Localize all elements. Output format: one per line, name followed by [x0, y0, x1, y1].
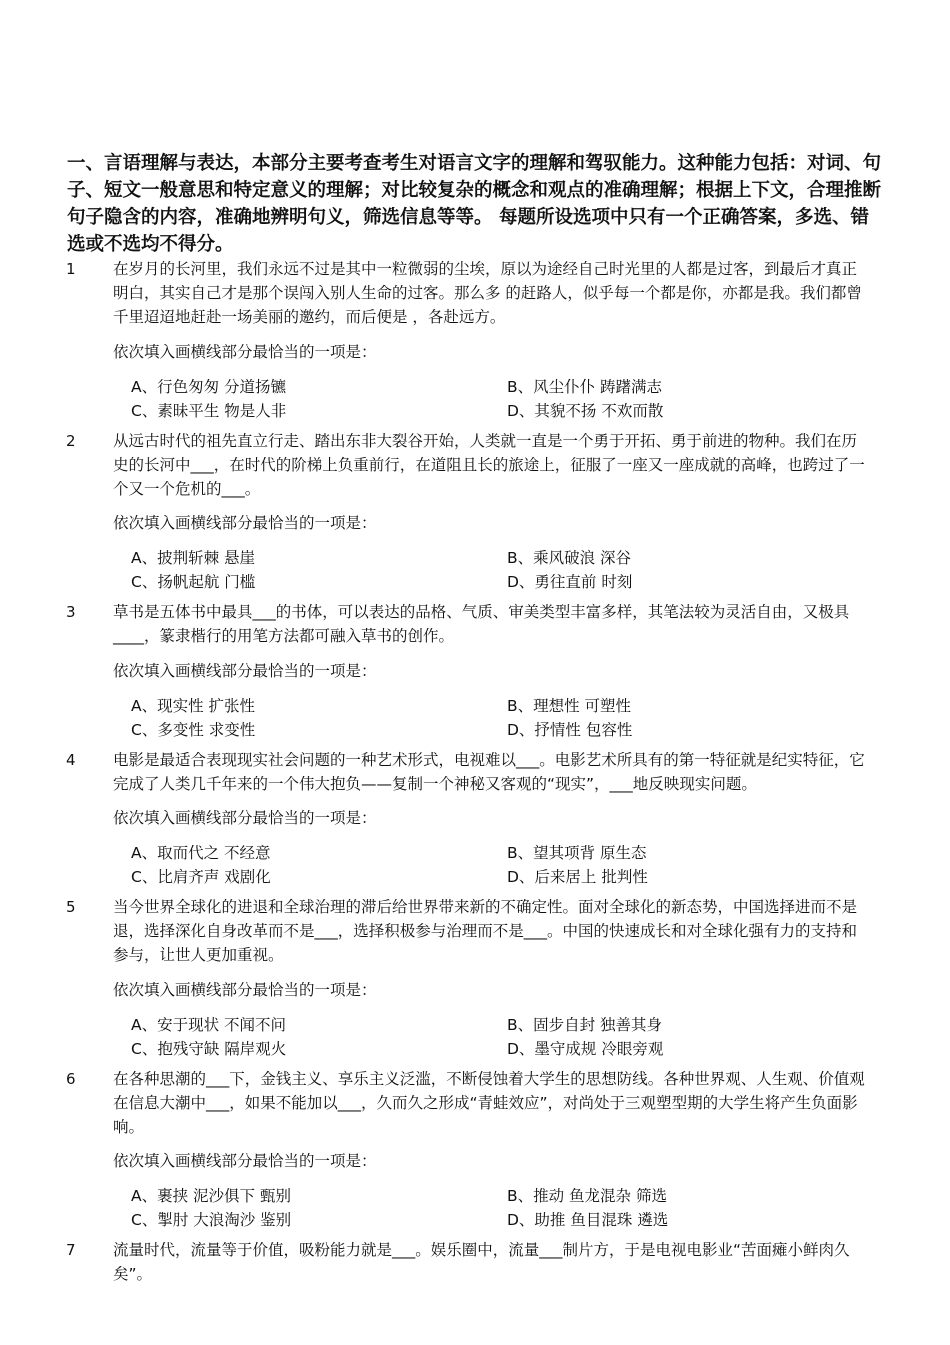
question-list: [0, 257, 950, 1293]
question-4: [0, 748, 950, 889]
question-stem: 在各种思潮的___下，金钱主义、享乐主义泛滥，不断侵蚀着大学生的思想防线。各种世界观、人生观、价值观在信息大潮中___，如果不能加以___，久而久之形成“青蛙效应”，对尚处于三观塑型期的大学生将产生负面影响。: [113, 1069, 865, 1137]
option-a: A、取而代之 不经意: [131, 844, 271, 863]
option-d: D、助推 鱼目混珠 遴选: [507, 1211, 669, 1230]
section-heading: 一、言语理解与表达，本部分主要考查考生对语言文字的理解和驾驭能力。这种能力包括：对词、句子、短文一般意思和特定意义的理解；对比较复杂的概念和观点的准确理解；根据上下文，合理推断句子隐含的内容，准确地辨明句义，筛选信息等等。 每题所设选项中只有一个正确答案，多选、错选或不选均不得分。: [67, 153, 882, 255]
option-a: A、披荆斩棘 悬崖: [131, 549, 256, 568]
options-grid: [131, 546, 886, 594]
option-a: A、行色匆匆 分道扬镳: [131, 377, 287, 396]
question-prompt: 依次填入画横线部分最恰当的一项是：: [113, 809, 377, 828]
option-c: C、素昧平生 物是人非: [131, 401, 287, 420]
question-3: [0, 600, 950, 741]
options-grid: [131, 1184, 886, 1232]
option-d: D、墨守成规 冷眼旁观: [507, 1039, 664, 1058]
question-prompt: 依次填入画横线部分最恰当的一项是：: [113, 342, 377, 361]
option-b: B、乘风破浪 深谷: [507, 549, 632, 568]
options-grid: [131, 375, 886, 423]
option-a: A、现实性 扩张性: [131, 696, 256, 715]
question-number: 2: [66, 431, 76, 450]
option-a: A、裹挟 泥沙俱下 甄别: [131, 1187, 291, 1206]
question-prompt: 依次填入画横线部分最恰当的一项是：: [113, 514, 377, 533]
question-number: 1: [66, 260, 76, 278]
question-2: [0, 429, 950, 595]
question-stem: 草书是五体书中最具___的书体，可以表达的品格、气质、审美类型丰富多样，其笔法较为灵活自由，又极具____，篆隶楷行的用笔方法都可融入草书的创作。: [113, 603, 850, 646]
question-stem: 流量时代，流量等于价值，吸粉能力就是___。娱乐圈中，流量___制片方，于是电视电影业“苦面瘫小鲜肉久矣”。: [113, 1241, 850, 1284]
option-c: C、比肩齐声 戏剧化: [131, 868, 271, 887]
question-number: 5: [66, 898, 76, 917]
question-stem: 从远古时代的祖先直立行走、踏出东非大裂谷开始，人类就一直是一个勇于开拓、勇于前进的物种。我们在历史的长河中___，在时代的阶梯上负重前行，在道阻且长的旅途上，征服了一座又一座成就的高峰，也跨过了一个又一个危机的___。: [113, 431, 865, 499]
option-b: B、固步自封 独善其身: [507, 1015, 663, 1034]
option-b: B、推动 鱼龙混杂 筛选: [507, 1187, 667, 1206]
option-a: A、安于现状 不闻不问: [131, 1015, 287, 1034]
question-stem: 在岁月的长河里，我们永远不过是其中一粒微弱的尘埃，原以为途经自己时光里的人都是过客，到最后才真正明白，其实自己才是那个误闯入别人生命的过客。那么多 的赶路人，似乎每一个都是你，亦都是我。我们都曾千里迢迢地赶赴一场美丽的邀约，而后便是 ，各赴远方。: [113, 260, 862, 327]
question-7: [0, 1238, 950, 1286]
question-5: [0, 895, 950, 1061]
option-c: C、抱残守缺 隔岸观火: [131, 1039, 287, 1058]
option-c: C、扬帆起航 门槛: [131, 573, 256, 592]
options-grid: [131, 841, 886, 889]
option-d: D、抒情性 包容性: [507, 720, 633, 739]
option-d: D、其貌不扬 不欢而散: [507, 401, 664, 420]
option-b: B、理想性 可塑性: [507, 696, 632, 715]
question-stem: 当今世界全球化的进退和全球治理的滞后给世界带来新的不确定性。面对全球化的新态势，中国选择进而不是退，选择深化自身改革而不是___，选择积极参与治理而不是___。中国的快速成长和对全球化强有力的支持和参与，让世人更加重视。: [113, 898, 858, 965]
option-b: B、风尘仆仆 踌躇满志: [507, 377, 663, 396]
question-number: 7: [66, 1241, 76, 1260]
option-c: C、多变性 求变性: [131, 720, 256, 739]
question-number: 6: [66, 1069, 76, 1088]
question-1: [0, 257, 950, 423]
options-grid: [131, 694, 886, 742]
question-prompt: 依次填入画横线部分最恰当的一项是：: [113, 661, 377, 680]
question-number: 3: [66, 603, 76, 622]
option-b: B、望其项背 原生态: [507, 844, 647, 863]
question-prompt: 依次填入画横线部分最恰当的一项是：: [113, 980, 377, 999]
question-prompt: 依次填入画横线部分最恰当的一项是：: [113, 1152, 377, 1171]
option-c: C、掣肘 大浪淘沙 鉴别: [131, 1211, 292, 1230]
option-d: D、勇往直前 时刻: [507, 573, 633, 592]
question-stem: 电影是最适合表现现实社会问题的一种艺术形式，电视难以___。电影艺术所具有的第一特征就是纪实特征，它完成了人类几千年来的一个伟大抱负——复制一个神秘又客观的“现实”，___地反映现实问题。: [113, 750, 865, 793]
option-d: D、后来居上 批判性: [507, 868, 648, 887]
options-grid: [131, 1013, 886, 1061]
question-number: 4: [66, 750, 76, 769]
question-6: [0, 1067, 950, 1233]
